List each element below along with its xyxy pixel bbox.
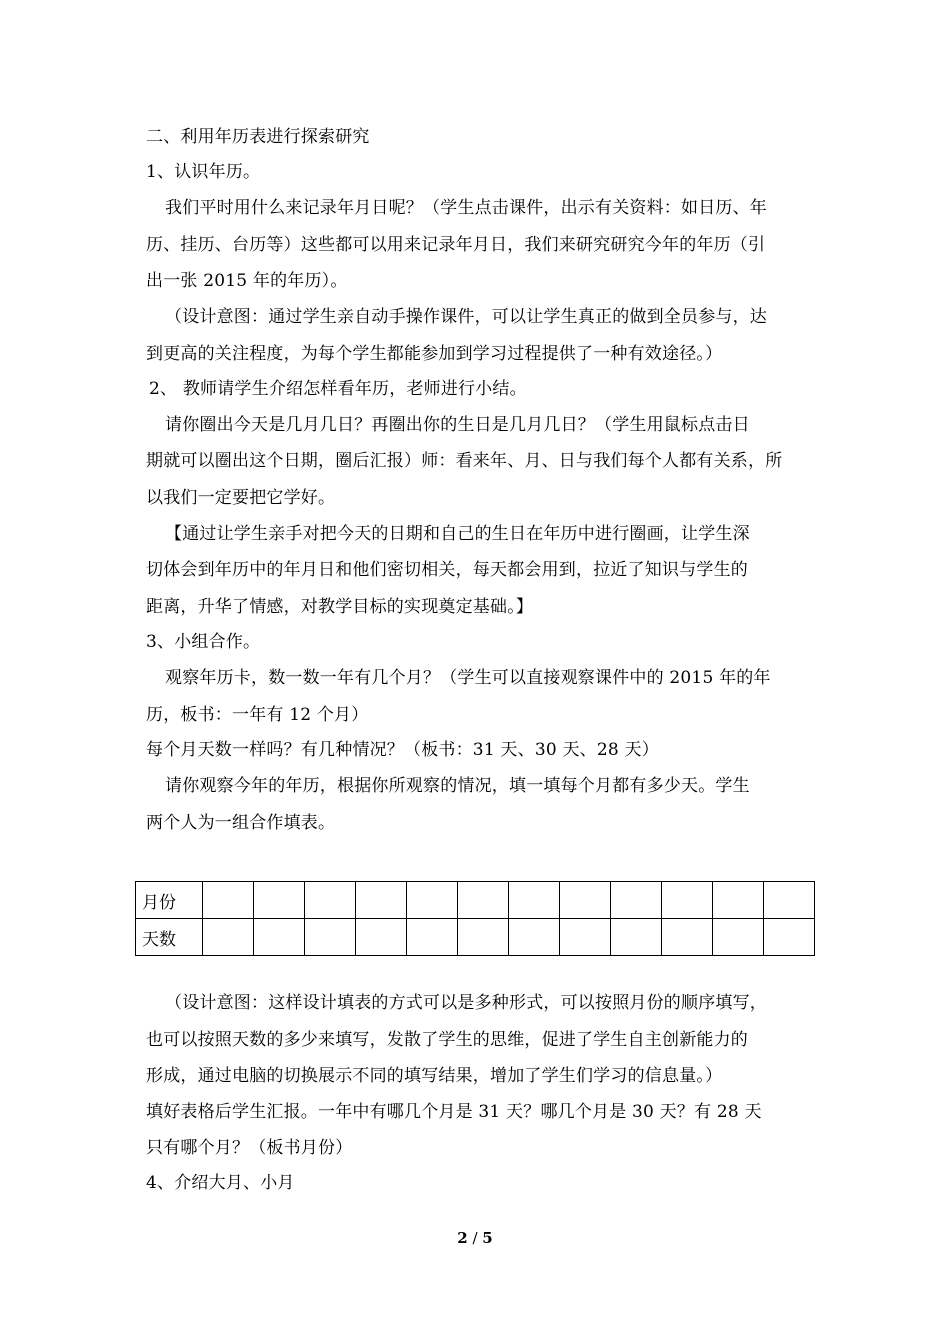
paragraph-line: 历、挂历、台历等）这些都可以用来记录年月日，我们来研究研究今年的年历（引 bbox=[146, 235, 766, 255]
month-days-table bbox=[135, 881, 815, 955]
paragraph-line: 每个月天数一样吗？有几种情况？（板书：31 天、30 天、28 天） bbox=[146, 740, 659, 760]
table-cell[interactable] bbox=[611, 882, 662, 919]
subheading-4: 4、介绍大月、小月 bbox=[146, 1173, 295, 1193]
design-intent-line: （设计意图：这样设计填表的方式可以是多种形式，可以按照月份的顺序填写， bbox=[165, 993, 767, 1013]
design-intent-line: 形成，通过电脑的切换展示不同的填写结果，增加了学生们学习的信息量。） bbox=[146, 1066, 723, 1086]
table-cell[interactable] bbox=[662, 882, 713, 919]
table-cell[interactable] bbox=[356, 919, 407, 956]
paragraph-line: 请你观察今年的年历，根据你所观察的情况，填一填每个月都有多少天。学生 bbox=[165, 776, 750, 796]
paragraph-line: 期就可以圈出这个日期，圈后汇报）师：看来年、月、日与我们每个人都有关系，所 bbox=[146, 451, 783, 471]
table-row bbox=[136, 882, 815, 919]
table-cell[interactable] bbox=[203, 919, 254, 956]
paragraph-line: 历，板书：一年有 12 个月） bbox=[146, 705, 369, 725]
table-cell[interactable] bbox=[611, 919, 662, 956]
note-line: 【通过让学生亲手对把今天的日期和自己的生日在年历中进行圈画，让学生深 bbox=[165, 524, 750, 544]
table-cell[interactable] bbox=[713, 882, 764, 919]
table-cell[interactable] bbox=[764, 919, 815, 956]
table-cell[interactable] bbox=[509, 882, 560, 919]
paragraph-line: 以我们一定要把它学好。 bbox=[146, 488, 336, 508]
design-intent-line: 到更高的关注程度，为每个学生都能参加到学习过程提供了一种有效途径。） bbox=[146, 344, 723, 364]
section-heading: 二、利用年历表进行探索研究 bbox=[146, 127, 370, 147]
table-row-label-days: 天数 bbox=[136, 919, 203, 956]
paragraph-line: 出一张 2015 年的年历）。 bbox=[146, 271, 348, 291]
table-cell[interactable] bbox=[203, 882, 254, 919]
page-number bbox=[0, 1229, 950, 1247]
paragraph-line: 只有哪个月？（板书月份） bbox=[146, 1138, 353, 1158]
total-pages: 5 bbox=[482, 1229, 493, 1247]
table-cell[interactable] bbox=[407, 919, 458, 956]
subheading-3: 3、小组合作。 bbox=[146, 632, 261, 652]
table-cell[interactable] bbox=[458, 882, 509, 919]
table-cell[interactable] bbox=[305, 919, 356, 956]
table-cell[interactable] bbox=[254, 919, 305, 956]
subheading-1: 1、认识年历。 bbox=[146, 162, 261, 182]
note-line: 切体会到年历中的年月日和他们密切相关，每天都会用到，拉近了知识与学生的 bbox=[146, 560, 748, 580]
table-row bbox=[136, 919, 815, 956]
table-cell[interactable] bbox=[509, 919, 560, 956]
paragraph-line: 观察年历卡，数一数一年有几个月？（学生可以直接观察课件中的 2015 年的年 bbox=[165, 668, 771, 688]
note-line: 距离，升华了情感，对教学目标的实现奠定基础。】 bbox=[146, 597, 534, 617]
table-cell[interactable] bbox=[560, 882, 611, 919]
subheading-2: 2、 教师请学生介绍怎样看年历，老师进行小结。 bbox=[149, 379, 527, 399]
table-cell[interactable] bbox=[458, 919, 509, 956]
paragraph-line: 填好表格后学生汇报。一年中有哪几个月是 31 天？哪几个月是 30 天？有 28 天 bbox=[146, 1102, 762, 1122]
table-cell[interactable] bbox=[305, 882, 356, 919]
page-separator: / bbox=[467, 1229, 483, 1247]
table-cell[interactable] bbox=[254, 882, 305, 919]
paragraph-line: 请你圈出今天是几月几日？再圈出你的生日是几月几日？（学生用鼠标点击日 bbox=[165, 415, 750, 435]
table-row-label-month: 月份 bbox=[136, 882, 203, 919]
table-cell[interactable] bbox=[407, 882, 458, 919]
paragraph-line: 我们平时用什么来记录年月日呢？（学生点击课件，出示有关资料：如日历、年 bbox=[165, 198, 767, 218]
paragraph-line: 两个人为一组合作填表。 bbox=[146, 813, 336, 833]
table-cell[interactable] bbox=[356, 882, 407, 919]
table-cell[interactable] bbox=[713, 919, 764, 956]
design-intent-line: 也可以按照天数的多少来填写，发散了学生的思维，促进了学生自主创新能力的 bbox=[146, 1030, 748, 1050]
table-cell[interactable] bbox=[662, 919, 713, 956]
design-intent-line: （设计意图：通过学生亲自动手操作课件，可以让学生真正的做到全员参与，达 bbox=[165, 307, 767, 327]
table-cell[interactable] bbox=[764, 882, 815, 919]
current-page: 2 bbox=[457, 1229, 468, 1247]
table-cell[interactable] bbox=[560, 919, 611, 956]
